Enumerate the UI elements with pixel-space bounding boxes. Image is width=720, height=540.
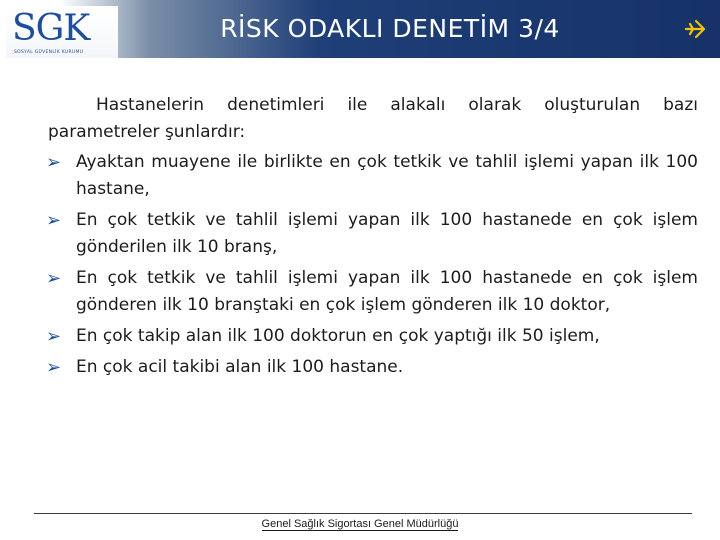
footer-text: Genel Sağlık Sigortası Genel Müdürlüğü	[261, 518, 459, 530]
bullet-text: En çok takip alan ilk 100 doktorun en çok yaptığı ilk 50 işlem,	[76, 326, 600, 346]
list-item	[48, 323, 698, 350]
bullet-list	[48, 149, 698, 381]
footer	[0, 518, 720, 530]
logo-text: SGK	[12, 8, 90, 49]
list-item	[48, 207, 698, 261]
arrow-bullet-icon: ➢	[46, 326, 62, 347]
list-item	[48, 354, 698, 381]
airplane-icon-svg	[684, 18, 706, 40]
list-item	[48, 149, 698, 203]
bullet-text: En çok tetkik ve tahlil işlemi yapan ilk 100 hastanede en çok işlem gönderen ilk 10 branştaki en çok işlem gönderen ilk 10 doktor,	[76, 268, 698, 315]
airplane-icon[interactable]	[684, 18, 706, 40]
list-item	[48, 265, 698, 319]
footer-divider	[34, 513, 692, 514]
logo-subtext: SOSYAL GÜVENLİK KURUMU	[14, 50, 84, 55]
arrow-bullet-icon: ➢	[46, 268, 62, 289]
header-bar	[0, 0, 720, 58]
sgk-logo	[6, 6, 118, 58]
arrow-bullet-icon: ➢	[46, 357, 62, 378]
bullet-text: En çok acil takibi alan ilk 100 hastane.	[76, 357, 404, 377]
slide-content	[48, 92, 698, 385]
slide-title: RİSK ODAKLI DENETİM 3/4	[220, 14, 560, 43]
intro-paragraph: Hastanelerin denetimleri ile alakalı olarak oluşturulan bazı parametreler şunlardır:	[48, 95, 698, 142]
arrow-bullet-icon: ➢	[46, 152, 62, 173]
bullet-text: Ayaktan muayene ile birlikte en çok tetkik ve tahlil işlemi yapan ilk 100 hastane,	[76, 152, 698, 199]
bullet-text: En çok tetkik ve tahlil işlemi yapan ilk 100 hastanede en çok işlem gönderilen ilk 10 branş,	[76, 210, 698, 257]
arrow-bullet-icon: ➢	[46, 210, 62, 231]
